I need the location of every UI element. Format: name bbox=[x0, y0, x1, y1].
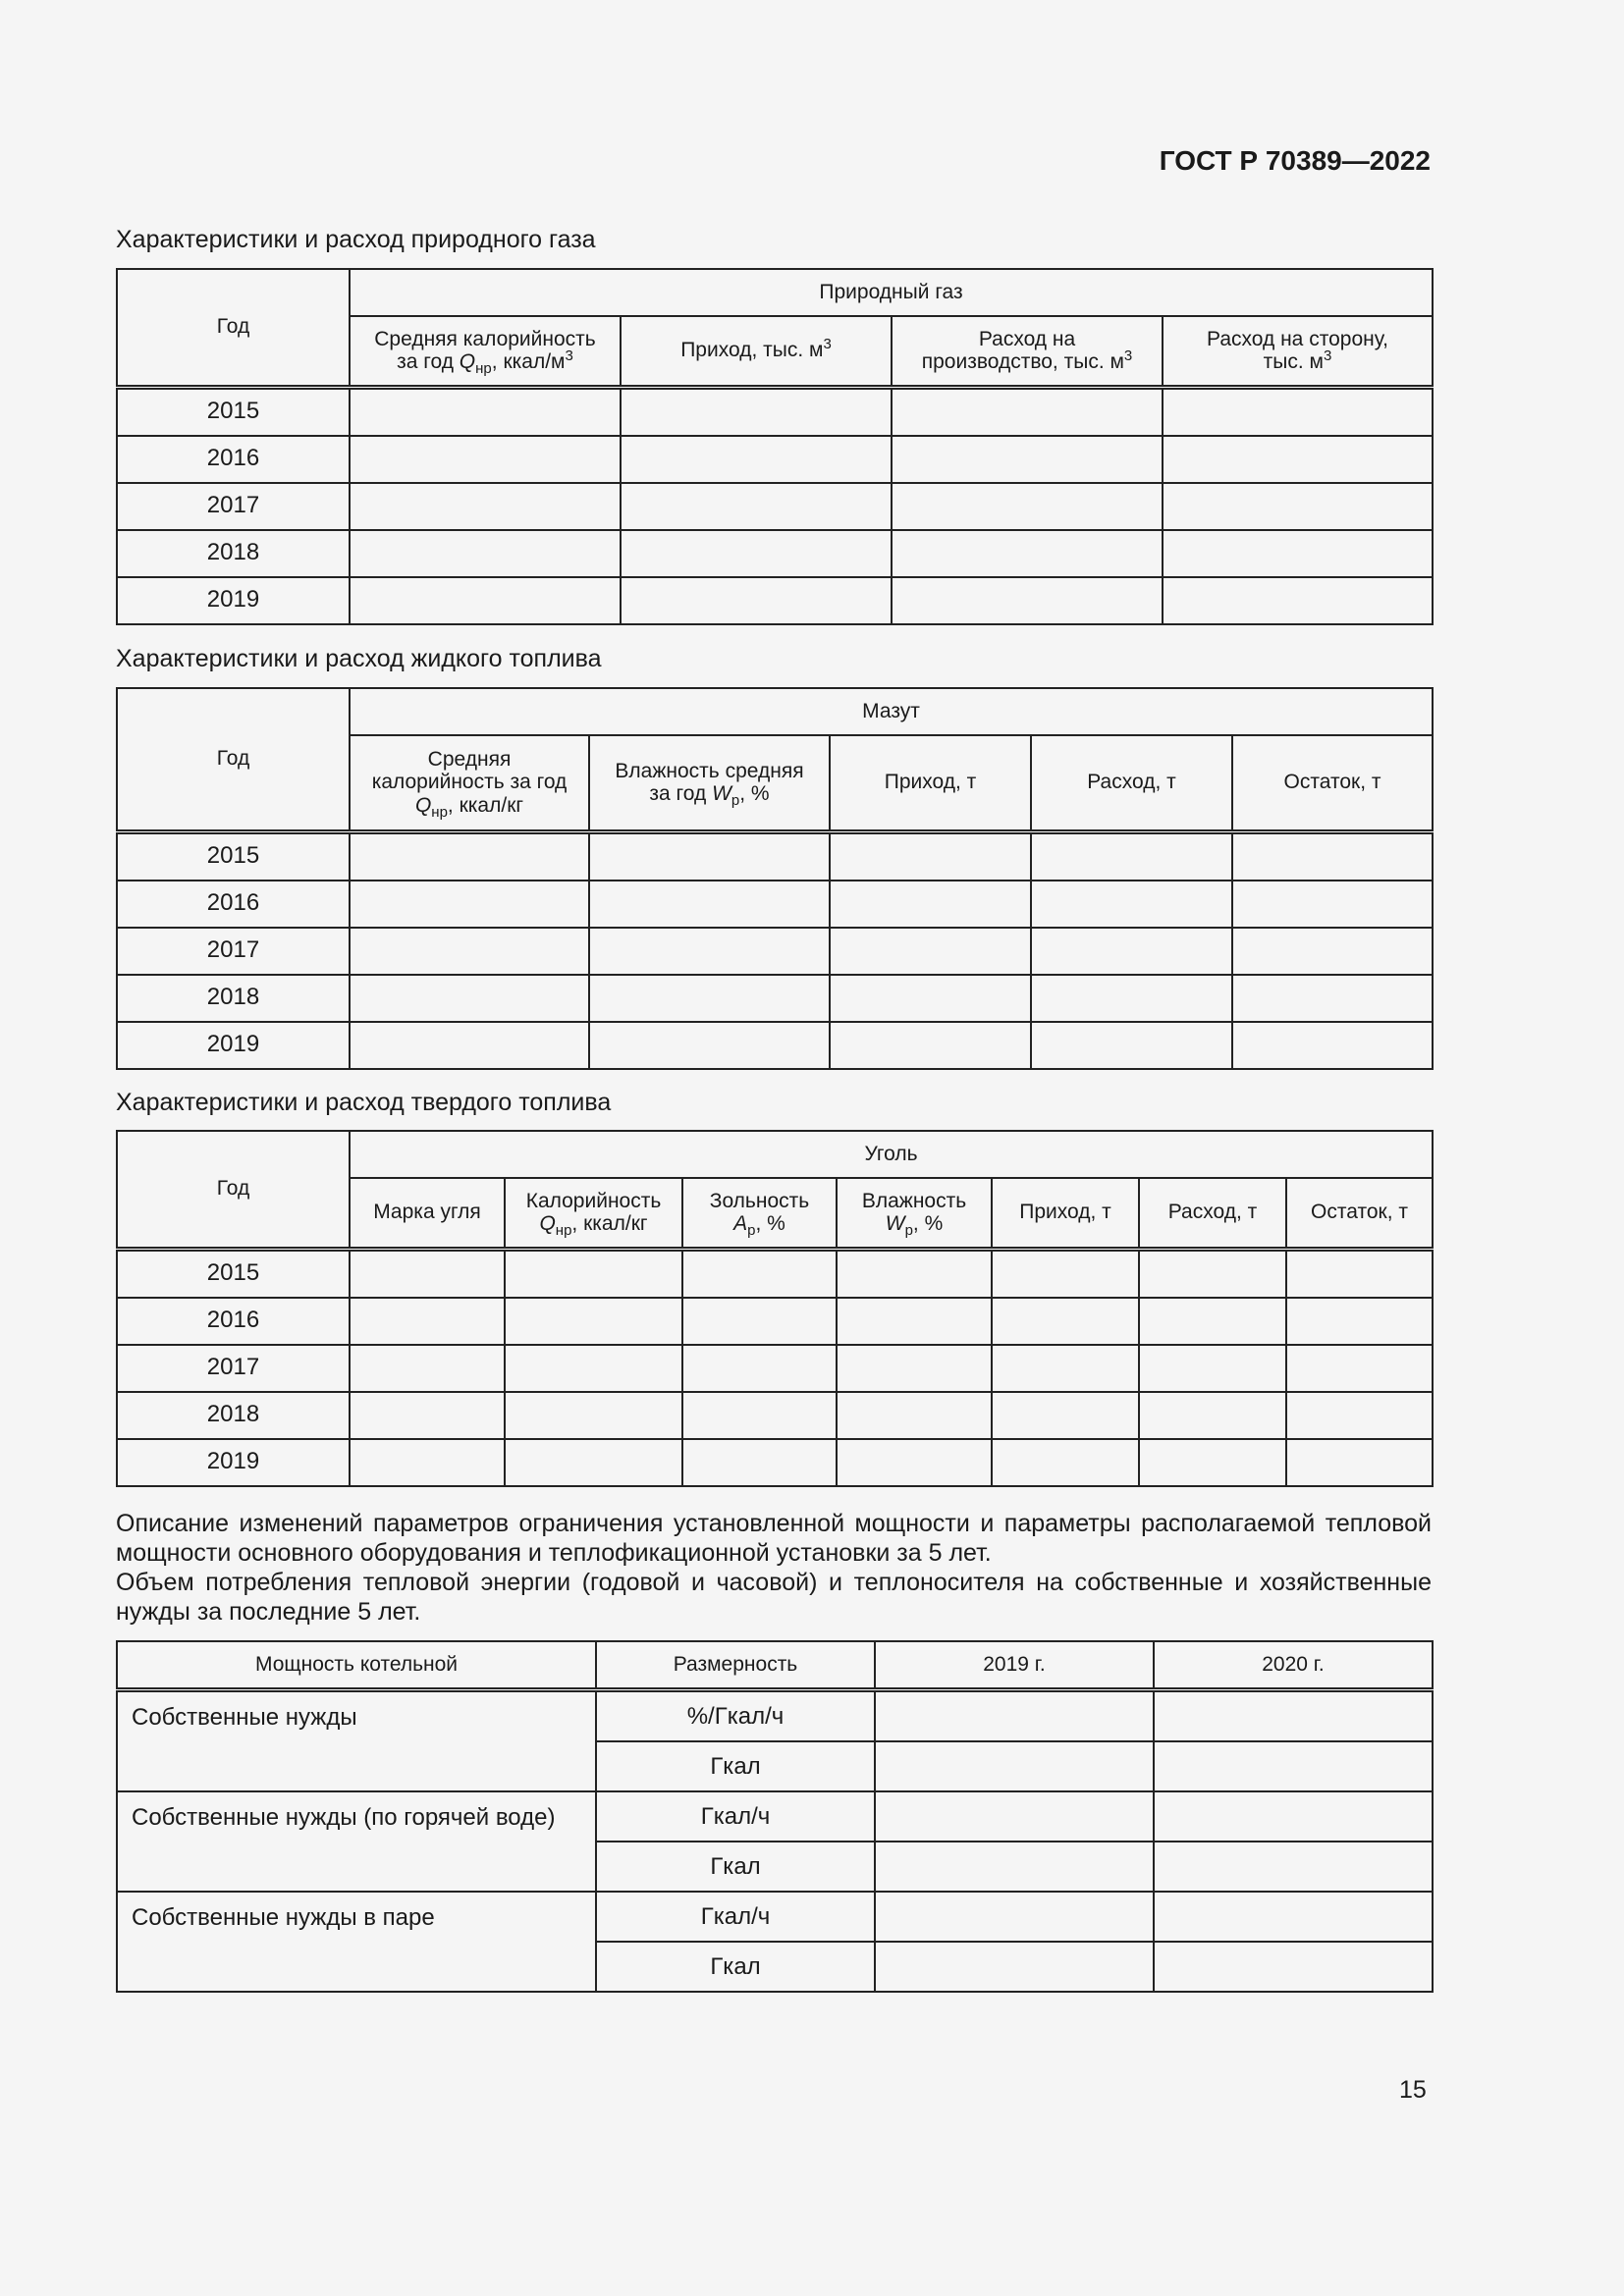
table-row bbox=[117, 483, 1433, 530]
table-row bbox=[117, 530, 1433, 577]
table-row bbox=[117, 1298, 1433, 1345]
year-cell: 2016 bbox=[117, 1298, 350, 1345]
year-cell: 2017 bbox=[117, 1345, 350, 1392]
row-label: Собственные нужды в паре bbox=[117, 1892, 596, 1992]
solid-income-header: Приход, т bbox=[992, 1178, 1139, 1249]
year-cell: 2017 bbox=[117, 483, 350, 530]
year-header: Год bbox=[117, 269, 350, 387]
table-row bbox=[117, 1345, 1433, 1392]
solid-expense-header: Расход, т bbox=[1139, 1178, 1286, 1249]
unit-cell: Гкал bbox=[596, 1842, 875, 1892]
row-label: Собственные нужды bbox=[117, 1690, 596, 1792]
document-number: ГОСТ Р 70389—2022 bbox=[1159, 145, 1431, 176]
gas-table bbox=[116, 268, 1434, 625]
year-cell: 2019 bbox=[117, 1439, 350, 1486]
gas-table-caption: Характеристики и расход природного газа bbox=[116, 226, 596, 253]
table-row bbox=[117, 831, 1433, 881]
row-label: Собственные нужды (по горячей воде) bbox=[117, 1791, 596, 1892]
solid-group-header: Уголь bbox=[350, 1131, 1433, 1178]
unit-cell: %/Гкал/ч bbox=[596, 1690, 875, 1742]
boiler-power-table bbox=[116, 1640, 1434, 1993]
liquid-table-caption: Характеристики и расход жидкого топлива bbox=[116, 645, 602, 672]
gas-income-header: Приход, тыс. $м^3$ bbox=[621, 316, 892, 387]
solid-ash-header: Зольность $А_р$, % bbox=[682, 1178, 837, 1249]
year-cell: 2016 bbox=[117, 436, 350, 483]
year-header: Год bbox=[117, 688, 350, 831]
gas-production-header: Расход на производство, тыс. $м^3$ bbox=[892, 316, 1163, 387]
liquid-expense-header: Расход, т bbox=[1031, 735, 1232, 831]
gas-calorific-header: Средняя калорийность за год $Q_{нр}$, ккал/$м^3$ bbox=[350, 316, 621, 387]
year-cell: 2016 bbox=[117, 881, 350, 928]
year-cell: 2019 bbox=[117, 1022, 350, 1069]
year-cell: 2015 bbox=[117, 831, 350, 881]
year-cell: 2015 bbox=[117, 387, 350, 436]
liquid-humidity-header: Влажность средняя за год $W_р$, % bbox=[589, 735, 830, 831]
description-paragraph: Описание изменений параметров ограничения установленной мощности и параметры располагаемой тепловой мощности основного оборудования и теплофикационной установки за 5 лет. bbox=[116, 1510, 1432, 1567]
table-row bbox=[117, 436, 1433, 483]
liquid-table bbox=[116, 687, 1434, 1070]
year-cell: 2017 bbox=[117, 928, 350, 975]
solid-calorific-header: Калорийность $Q_{нр}$, ккал/кг bbox=[505, 1178, 682, 1249]
table-row bbox=[117, 577, 1433, 624]
unit-cell: Гкал/ч bbox=[596, 1892, 875, 1942]
solid-table bbox=[116, 1130, 1434, 1487]
gas-group-header: Природный газ bbox=[350, 269, 1433, 316]
liquid-income-header: Приход, т bbox=[830, 735, 1031, 831]
year-cell: 2018 bbox=[117, 530, 350, 577]
consumption-paragraph: Объем потребления тепловой энергии (годовой и часовой) и теплоносителя на собственные и хозяйственные нужды за последние 5 лет. bbox=[116, 1569, 1432, 1626]
table-row bbox=[117, 1892, 1433, 1942]
table-row bbox=[117, 1022, 1433, 1069]
year-2020-header: 2020 г. bbox=[1154, 1641, 1433, 1690]
year-2019-header: 2019 г. bbox=[875, 1641, 1154, 1690]
table-row bbox=[117, 1690, 1433, 1742]
table-row bbox=[117, 1439, 1433, 1486]
unit-cell: Гкал/ч bbox=[596, 1791, 875, 1842]
year-cell: 2018 bbox=[117, 1392, 350, 1439]
boiler-power-header: Мощность котельной bbox=[117, 1641, 596, 1690]
solid-table-caption: Характеристики и расход твердого топлива bbox=[116, 1089, 612, 1116]
solid-humidity-header: Влажность $W_р$, % bbox=[837, 1178, 992, 1249]
liquid-balance-header: Остаток, т bbox=[1232, 735, 1433, 831]
unit-cell: Гкал bbox=[596, 1741, 875, 1791]
solid-balance-header: Остаток, т bbox=[1286, 1178, 1433, 1249]
liquid-group-header: Мазут bbox=[350, 688, 1433, 735]
year-cell: 2019 bbox=[117, 577, 350, 624]
table-row bbox=[117, 1791, 1433, 1842]
unit-cell: Гкал bbox=[596, 1942, 875, 1992]
table-row bbox=[117, 1249, 1433, 1298]
year-header: Год bbox=[117, 1131, 350, 1249]
page-number: 15 bbox=[1399, 2076, 1427, 2104]
liquid-calorific-header: Средняя калорийность за год $Q_{нр}$, ккал/кг bbox=[350, 735, 589, 831]
coal-grade-header: Марка угля bbox=[350, 1178, 505, 1249]
year-cell: 2018 bbox=[117, 975, 350, 1022]
table-row bbox=[117, 928, 1433, 975]
gas-outside-header: Расход на сторону, тыс. $м^3$ bbox=[1163, 316, 1433, 387]
table-row bbox=[117, 975, 1433, 1022]
year-cell: 2015 bbox=[117, 1249, 350, 1298]
dimension-header: Размерность bbox=[596, 1641, 875, 1690]
table-row bbox=[117, 881, 1433, 928]
table-row bbox=[117, 387, 1433, 436]
table-row bbox=[117, 1392, 1433, 1439]
